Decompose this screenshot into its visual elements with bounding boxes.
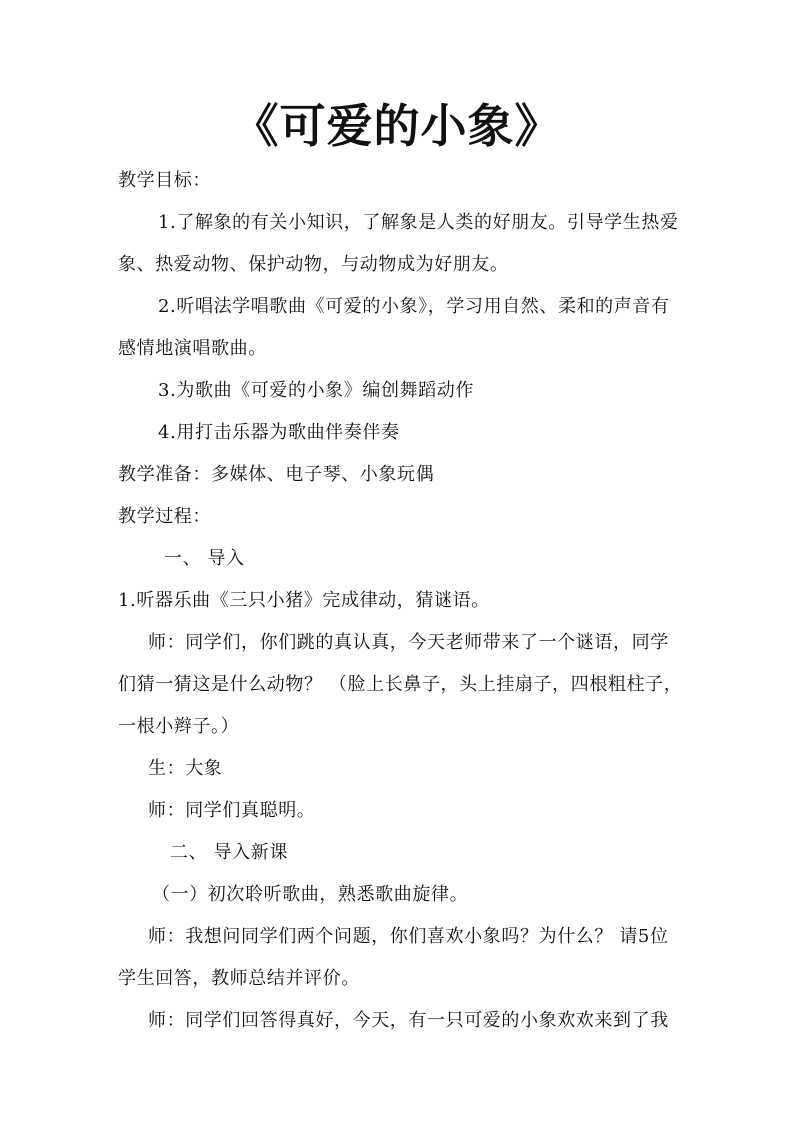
subsection-heading: 二、 导入新课 bbox=[170, 842, 288, 863]
paragraph-line: 感情地演唱歌曲。 bbox=[118, 338, 267, 359]
paragraph-line: 师：同学们回答得真好，今天，有一只可爱的小象欢欢来到了我 bbox=[148, 1010, 669, 1031]
paragraph-line: 1.了解象的有关小知识，了解象是人类的好朋友。引导学生热爱 bbox=[158, 212, 679, 233]
paragraph-line: 学生回答，教师总结并评价。 bbox=[118, 968, 360, 989]
paragraph-line: 师：同学们真聪明。 bbox=[148, 800, 316, 821]
paragraph-line: 生：大象 bbox=[148, 758, 223, 779]
section-heading-process: 教学过程： bbox=[118, 506, 211, 527]
paragraph-line: 4.用打击乐器为歌曲伴奏伴奏 bbox=[158, 422, 400, 443]
section-heading-goals: 教学目标： bbox=[118, 170, 211, 191]
paragraph-line: 2.听唱法学唱歌曲《可爱的小象》，学习用自然、柔和的声音有 bbox=[158, 296, 670, 317]
paragraph-line: 们猜一猜这是什么动物？ （脸上长鼻子，头上挂扇子，四根粗柱子， bbox=[118, 674, 683, 695]
section-heading-preparation: 教学准备：多媒体、电子琴、小象玩偶 bbox=[118, 464, 435, 485]
paragraph-line: 1.听器乐曲《三只小猪》完成律动，猜谜语。 bbox=[118, 590, 490, 611]
paragraph-line: 3.为歌曲《可爱的小象》编创舞蹈动作 bbox=[158, 380, 474, 401]
paragraph-line: 象、热爱动物、保护动物，与动物成为好朋友。 bbox=[118, 254, 509, 275]
document-title: 《可爱的小象》 bbox=[232, 99, 562, 153]
paragraph-line: （一）初次聆听歌曲，熟悉歌曲旋律。 bbox=[152, 884, 469, 905]
paragraph-line: 一根小辫子。） bbox=[118, 716, 240, 737]
paragraph-line: 师：我想问同学们两个问题，你们喜欢小象吗？为什么？ 请5位 bbox=[148, 926, 669, 947]
paragraph-line: 师：同学们，你们跳的真认真，今天老师带来了一个谜语，同学 bbox=[148, 632, 669, 653]
subsection-heading: 一、 导入 bbox=[164, 548, 245, 569]
